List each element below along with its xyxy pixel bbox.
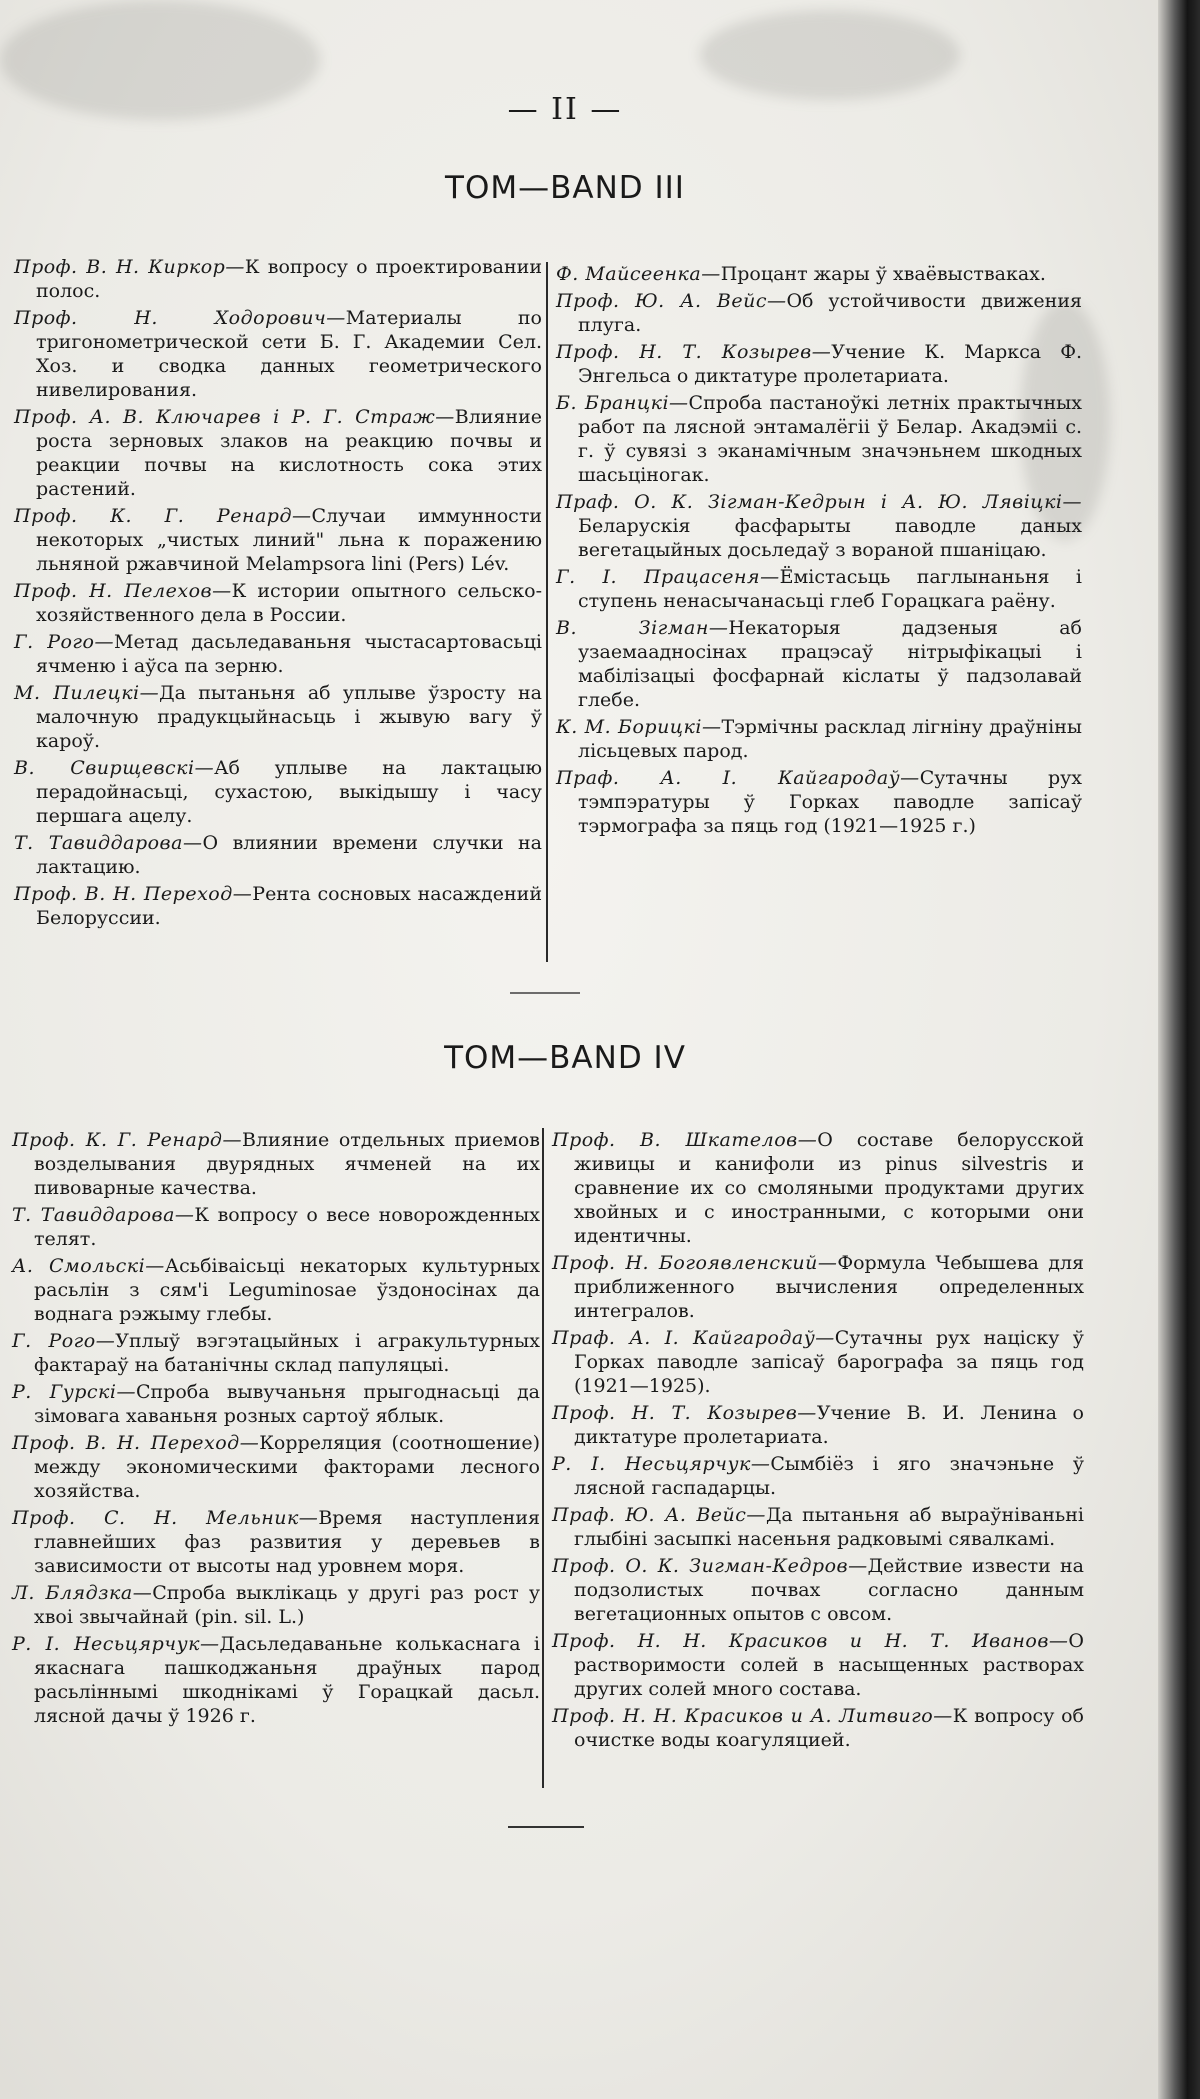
entry-author: Г. І. Працасеня—: [556, 566, 780, 588]
entry-title: Сутачны рух націску ў Горках паводле запісаў барографа за пяць год (1921—1925).: [574, 1327, 1084, 1397]
entry-title: Случаи иммунности некоторых „чистых линий" льна к поражению льняной ржавчиной Melampsora lini (Pers) Lév.: [36, 505, 542, 575]
bibliography-entry: [12, 1254, 540, 1326]
bibliography-entry: [12, 1380, 540, 1428]
entry-title: Спроба пастаноўкі летніх практычных работ па лясной энтамалёгіі ў Белар. Акадэміі с. г. ў сувязі з эканамічным значэньнем шкодных шасьціногак.: [578, 392, 1082, 486]
entry-title: Время наступления главнейших фаз развития у деревьев в зависимости от высоты над уровнем моря.: [34, 1507, 540, 1577]
bibliography-entry: [552, 1128, 1084, 1248]
bibliography-entry: [12, 1431, 540, 1503]
entry-title: Рента сосновых насаждений Белоруссии.: [36, 883, 542, 929]
entry-author: Проф. В. Шкателов—: [552, 1129, 818, 1151]
book-binding-edge: [1158, 0, 1200, 2099]
entry-author: Проф. Н. Т. Козырев—: [556, 341, 832, 363]
column-divider: [546, 262, 548, 962]
bibliography-entry: [556, 766, 1082, 838]
bibliography-entry: [12, 1128, 540, 1200]
bibliography-entry: [12, 1203, 540, 1251]
bibliography-entry: [556, 565, 1082, 613]
entry-author: Проф. А. В. Ключарев і Р. Г. Страж—: [14, 406, 455, 428]
bibliography-entry: [552, 1554, 1084, 1626]
entry-author: Л. Блядзка—: [12, 1582, 153, 1604]
volume-3-left-column: [14, 255, 542, 933]
entry-title: Формула Чебышева для приближенного вычисления определенных интегралов.: [574, 1252, 1084, 1322]
bibliography-entry: [14, 579, 542, 627]
entry-title: Влияние роста зерновых злаков на реакцию почвы и реакции почвы на кислотность сока этих растений.: [36, 406, 542, 500]
section-rule: [510, 992, 580, 994]
bibliography-entry: [556, 262, 1082, 286]
bibliography-entry: [14, 831, 542, 879]
bibliography-entry: [556, 289, 1082, 337]
bibliography-entry: [556, 715, 1082, 763]
paper-stain: [700, 10, 960, 100]
entry-title: К истории опытного сельско-хозяйственного дела в России.: [36, 580, 542, 626]
entry-title: Сымбіёз і яго значэньне ў лясной гаспадарцы.: [574, 1453, 1085, 1499]
entry-author: Проф. Н. Н. Красиков и А. Литвиго—: [552, 1705, 953, 1727]
bibliography-entry: [552, 1401, 1084, 1449]
entry-author: В. Свирщевскі—: [14, 757, 215, 779]
entry-title: К вопросу о весе новорожденных телят.: [34, 1204, 540, 1250]
entry-title: Метад дасьледаваньня чыстасартовасьці ячменю і аўса па зерню.: [36, 631, 542, 677]
bibliography-entry: [556, 616, 1082, 712]
entry-title: Об устойчивости движения плуга.: [578, 290, 1082, 336]
entry-author: Т. Тавиддарова—: [14, 832, 203, 854]
volume-4-left-column: [12, 1128, 540, 1731]
entry-author: Проф. К. Г. Ренард—: [12, 1129, 242, 1151]
entry-title: Тэрмічны расклад лігніну драўніны лісьцевых парод.: [578, 716, 1082, 762]
bibliography-entry: [552, 1629, 1084, 1701]
entry-author: Проф. Н. Н. Красиков и Н. Т. Иванов—: [552, 1630, 1069, 1652]
entry-author: Проф. Н. Богоявленский—: [552, 1252, 838, 1274]
entry-title: Спроба вывучаньня прыгоднасьці да зімовага хаваньня розных сартоў яблык.: [34, 1381, 540, 1427]
bibliography-entry: [556, 391, 1082, 487]
entry-author: Г. Рого—: [12, 1330, 116, 1352]
bibliography-entry: [556, 340, 1082, 388]
entry-title: Беларускія фасфарыты паводле даных вегетацыйных досьледаў з вораной пшаніцаю.: [578, 515, 1082, 561]
entry-author: Проф. О. К. Зигман-Кедров—: [552, 1555, 868, 1577]
entry-title: О растворимости солей в насыщенных растворах других солей много состава.: [574, 1630, 1084, 1700]
bibliography-entry: [12, 1506, 540, 1578]
entry-author: Проф. С. Н. Мельник—: [12, 1507, 319, 1529]
bibliography-entry: [14, 681, 542, 753]
entry-title: Материалы по тригонометрической сети Б. Г. Академии Сел. Хоз. и сводка данных геометрического нивелирования.: [36, 307, 542, 401]
entry-author: Праф. А. І. Кайгародаў—: [556, 767, 920, 789]
entry-author: Праф. Ю. А. Вейс—: [552, 1504, 766, 1526]
bibliography-entry: [14, 255, 542, 303]
entry-title: Спроба выклікаць у другі раз рост у хвоі звычайнай (pin. sil. L.): [34, 1582, 541, 1628]
bibliography-entry: [14, 405, 542, 501]
bibliography-entry: [552, 1503, 1084, 1551]
bibliography-entry: [552, 1251, 1084, 1323]
entry-author: В. Зігман—: [556, 617, 729, 639]
bibliography-entry: [14, 630, 542, 678]
entry-author: Р. Гурскі—: [12, 1381, 136, 1403]
volume-3-title: TOM—BAND III: [445, 170, 685, 206]
entry-author: Проф. В. Н. Киркор—: [14, 256, 245, 278]
bibliography-entry: [552, 1326, 1084, 1398]
bibliography-entry: [12, 1581, 540, 1629]
entry-title: Корреляция (соотношение) между экономическими факторами лесного хозяйства.: [34, 1432, 540, 1502]
bibliography-entry: [552, 1452, 1084, 1500]
column-divider: [542, 1128, 544, 1788]
entry-author: Проф. Ю. А. Вейс—: [556, 290, 787, 312]
entry-title: Учение В. И. Ленина о диктатуре пролетариата.: [574, 1402, 1085, 1448]
bibliography-entry: [556, 490, 1082, 562]
volume-4-right-column: [552, 1128, 1084, 1755]
entry-title: К вопросу об очистке воды коагуляцией.: [574, 1705, 1084, 1751]
entry-author: Р. І. Несьцярчук—: [12, 1633, 220, 1655]
entry-title: Сутачны рух тэмпэратуры ў Горках паводле запісаў тэрмографа за пяць год (1921—1925 г.): [578, 767, 1082, 837]
entry-title: Процант жары ў хваёвыстваках.: [720, 263, 1046, 285]
entry-author: Праф. А. І. Кайгародаў—: [552, 1327, 835, 1349]
page-number: — II —: [507, 92, 623, 127]
entry-author: Проф. Н. Т. Козырев—: [552, 1402, 817, 1424]
entry-title: Действие извести на подзолистых почвах согласно данным вегетационных опытов с овсом.: [574, 1555, 1085, 1625]
bibliography-entry: [12, 1329, 540, 1377]
entry-author: Т. Тавиддарова—: [12, 1204, 195, 1226]
entry-author: Проф. В. Н. Переход—: [14, 883, 253, 905]
entry-author: Р. І. Несьцярчук—: [552, 1453, 771, 1475]
entry-author: Проф. К. Г. Ренард—: [14, 505, 312, 527]
volume-3-right-column: [556, 262, 1082, 841]
entry-author: Проф. В. Н. Переход—: [12, 1432, 260, 1454]
bibliography-entry: [14, 756, 542, 828]
entry-author: К. М. Борицкі—: [556, 716, 722, 738]
entry-title: Некаторыя дадзеныя аб узаемаадносінах працэсаў нітрыфікацыі і мабілізацыі фосфарнай кіслаты ў падзолавай глебе.: [578, 617, 1082, 711]
bibliography-entry: [14, 306, 542, 402]
entry-title: Асьбіваісьці некаторых культурных расьлін з сям'і Leguminosae ўздоносінах да воднага рэжыму глебы.: [34, 1255, 540, 1325]
entry-title: Аб уплыве на лактацыю перадойнасьці, сухастою, выкідышу і часу першага ацелу.: [36, 757, 542, 827]
entry-author: М. Пилецкі—: [14, 682, 160, 704]
entry-title: Учение К. Маркса Ф. Энгельса о диктатуре пролетариата.: [578, 341, 1082, 387]
bibliography-entry: [12, 1632, 540, 1728]
entry-author: Проф. Н. Ходорович—: [14, 307, 346, 329]
entry-title: Уплыў вэгэтацыйных і агракультурных фактараў на батанічны склад папуляцыі.: [34, 1330, 540, 1376]
entry-title: Дасьледаваньне колькаснага і якаснага пашкоджаньня драўных парод расьліннымі шкоднікамі ў Горацкай дасьл. лясной дачы ў 1926 г.: [34, 1633, 541, 1727]
volume-4-title: TOM—BAND IV: [444, 1040, 686, 1076]
entry-title: Да пытаньня аб уплыве ўзросту на малочную прадукцыйнасьць і жывую вагу ў кароў.: [36, 682, 542, 752]
bibliography-entry: [14, 882, 542, 930]
end-rule: [508, 1826, 584, 1828]
entry-title: Да пытаньня аб выраўніваньні глыбіні засыпкі насеньня радковымі сявалкамі.: [574, 1504, 1084, 1550]
entry-author: А. Смольскі—: [12, 1255, 165, 1277]
entry-author: Ф. Майсеенка—: [556, 263, 721, 285]
entry-title: О влиянии времени случки на лактацию.: [36, 832, 543, 878]
entry-author: Проф. Н. Пелехов—: [14, 580, 232, 602]
bibliography-entry: [14, 504, 542, 576]
entry-title: Влияние отдельных приемов возделывания двурядных ячменей на их пивоварные качества.: [34, 1129, 540, 1199]
entry-title: Ёмістасьць паглынаньня і ступень ненасычанасьці глеб Горацкага раёну.: [578, 566, 1082, 612]
entry-title: К вопросу о проектировании полос.: [36, 256, 542, 302]
entry-title: О составе белорусской живицы и канифоли из pinus silvestris и сравнение их со смоляными продуктами других хвойных и с иностранными, с которыми они идентичны.: [574, 1129, 1085, 1247]
entry-author: Праф. О. К. Зігман-Кедрын і А. Ю. Лявіцкі—: [556, 491, 1082, 513]
entry-author: Б. Бранцкі—: [556, 392, 689, 414]
bibliography-entry: [552, 1704, 1084, 1752]
entry-author: Г. Рого—: [14, 631, 114, 653]
